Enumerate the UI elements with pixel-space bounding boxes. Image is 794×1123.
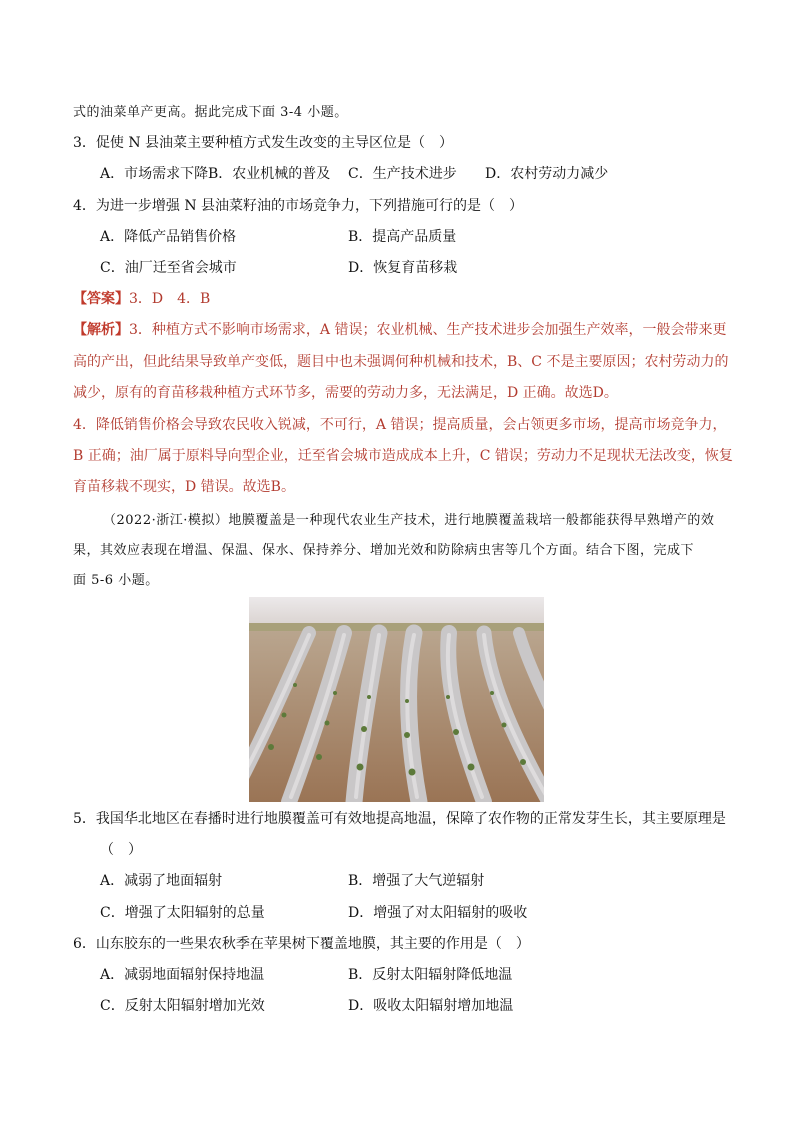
analysis-line-5: B 正确；油厂属于原料导向型企业，迁至省会城市造成成本上升，C 错误；劳动力不足现状无法改变，恢复 xyxy=(73,448,733,464)
question-6-stem: 6．山东胶东的一些果农秋季在苹果树下覆盖地膜，其主要的作用是（ ） xyxy=(73,936,530,952)
analysis-line-6: 育苗移栽不现实，D 错误。故选B。 xyxy=(73,479,295,495)
answer-tag: 【答案】 xyxy=(73,291,129,307)
intro-tail: 式的油菜单产更高。据此完成下面 3-4 小题。 xyxy=(73,105,348,120)
q4-option-c: C．油厂迁至省会城市 xyxy=(100,260,237,276)
answer-text: 3．D 4．B xyxy=(129,291,211,307)
analysis-tag: 【解析】 xyxy=(73,322,129,338)
q3-option-a: A．市场需求下降 xyxy=(100,166,209,182)
q3-option-d: D．农村劳动力减少 xyxy=(485,166,609,182)
analysis-line-3: 减少，原有的育苗移栽种植方式环节多，需要的劳动力多，无法满足，D 正确。故选D。 xyxy=(73,385,618,401)
q6-option-c: C．反射太阳辐射增加光效 xyxy=(100,998,265,1014)
question-5-stem: 5．我国华北地区在春播时进行地膜覆盖可有效地提高地温，保障了农作物的正常发芽生长，其主要原理是 xyxy=(73,811,726,827)
analysis-text-1: 3．种植方式不影响市场需求，A 错误；农业机械、生产技术进步会加强生产效率，一般会带来更 xyxy=(129,322,727,338)
question-5-paren: （ ） xyxy=(100,842,142,858)
analysis-line-2: 高的产出，但此结果导致单产变低，题目中也未强调何种机械和技术，B、C 不是主要原因；农村劳动力的 xyxy=(73,354,729,370)
q3-option-b: B．农业机械的普及 xyxy=(208,166,331,182)
field-rows-illustration xyxy=(249,597,544,802)
q5-option-c: C．增强了太阳辐射的总量 xyxy=(100,905,265,921)
q6-option-b: B．反射太阳辐射降低地温 xyxy=(348,967,513,983)
question-3-stem: 3．促使 N 县油菜主要种植方式发生改变的主导区位是（ ） xyxy=(73,135,454,151)
passage-line-3: 面 5-6 小题。 xyxy=(73,573,159,588)
q5-option-a: A．减弱了地面辐射 xyxy=(100,873,223,889)
q4-option-b: B．提高产品质量 xyxy=(348,229,457,245)
answer-line xyxy=(73,289,210,309)
passage-line-2: 果，其效应表现在增温、保温、保水、保持养分、增加光效和防除病虫害等几个方面。结合下图，完成下 xyxy=(73,543,695,558)
q5-option-b: B．增强了大气逆辐射 xyxy=(348,873,485,889)
analysis-line-4: 4．降低销售价格会导致农民收入锐减，不可行，A 错误；提高质量，会占领更多市场，提高市场竞争力， xyxy=(73,417,727,433)
q4-option-d: D．恢复育苗移栽 xyxy=(348,260,458,276)
question-4-stem: 4．为进一步增强 N 县油菜籽油的市场竞争力，下列措施可行的是（ ） xyxy=(73,198,524,214)
passage-line-1: （2022·浙江·模拟）地膜覆盖是一种现代农业生产技术，进行地膜覆盖栽培一般都能获得早熟增产的效 xyxy=(103,513,715,528)
q4-option-a: A．降低产品销售价格 xyxy=(100,229,237,245)
q6-option-a: A．减弱地面辐射保持地温 xyxy=(100,967,265,983)
q5-option-d: D．增强了对太阳辐射的吸收 xyxy=(348,905,528,921)
q3-option-c: C．生产技术进步 xyxy=(348,166,457,182)
q6-option-d: D．吸收太阳辐射增加地温 xyxy=(348,998,514,1014)
plastic-mulch-field-photo xyxy=(249,597,544,802)
analysis-line-1 xyxy=(73,320,726,340)
